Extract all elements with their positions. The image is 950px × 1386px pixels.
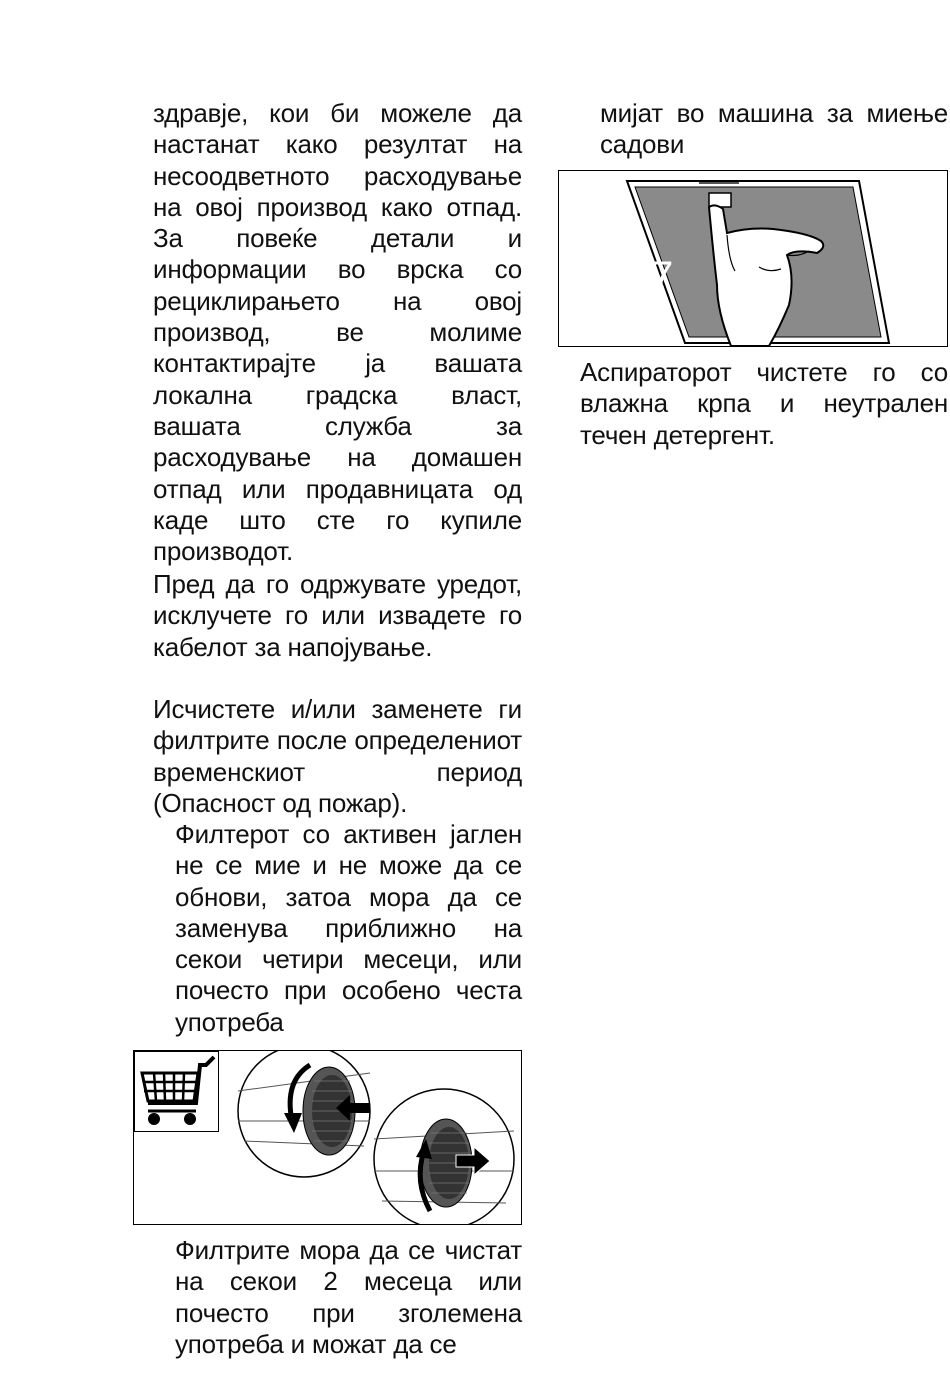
- text-recycling-info: здравје, кои би можеле да настанат како резултат на несоодветното расходување на овој производ како отпад. За повеќе детали и информации во врска со рециклирањето на овој производ, ве молиме контактирајте ја вашата локална градска власт, вашата служба за расходување на домашен отпад или продавницата од каде што сте го купиле производот.: [153, 98, 522, 567]
- filter-removal-illustration-1: [238, 1051, 370, 1177]
- text-clean-hood: Аспираторот чистете го со влажна крпа и неутрален течен детергент.: [580, 357, 948, 450]
- figure-label-mark: 7: [651, 254, 674, 298]
- text-metal-filters: Филтрите мора да се чистат на секои 2 месеца или почесто при зголемена употреба и можат да се: [175, 1235, 522, 1359]
- figure-carbon-filter-replacement: [133, 1050, 522, 1225]
- text-dishwasher: мијат во машина за миење садови: [600, 98, 948, 160]
- text-clean-replace-filters: Исчистете и/или заменете ги филтрите после определениот временскиот период (Опасност од пожар).: [153, 694, 522, 818]
- filter-removal-illustration-2: [374, 1089, 514, 1224]
- text-maintenance-unplug: Пред да го одржувате уредот, исклучете го или извадете го кабелот за напојување.: [153, 569, 522, 662]
- text-carbon-filter: Филтерот со активен јаглен не се мие и не може да се обнови, затоа мора да се заменува приближно на секои четири месеци, или почесто при особено честа употреба: [175, 819, 522, 1037]
- figure-filter-removal-hand: [558, 170, 948, 347]
